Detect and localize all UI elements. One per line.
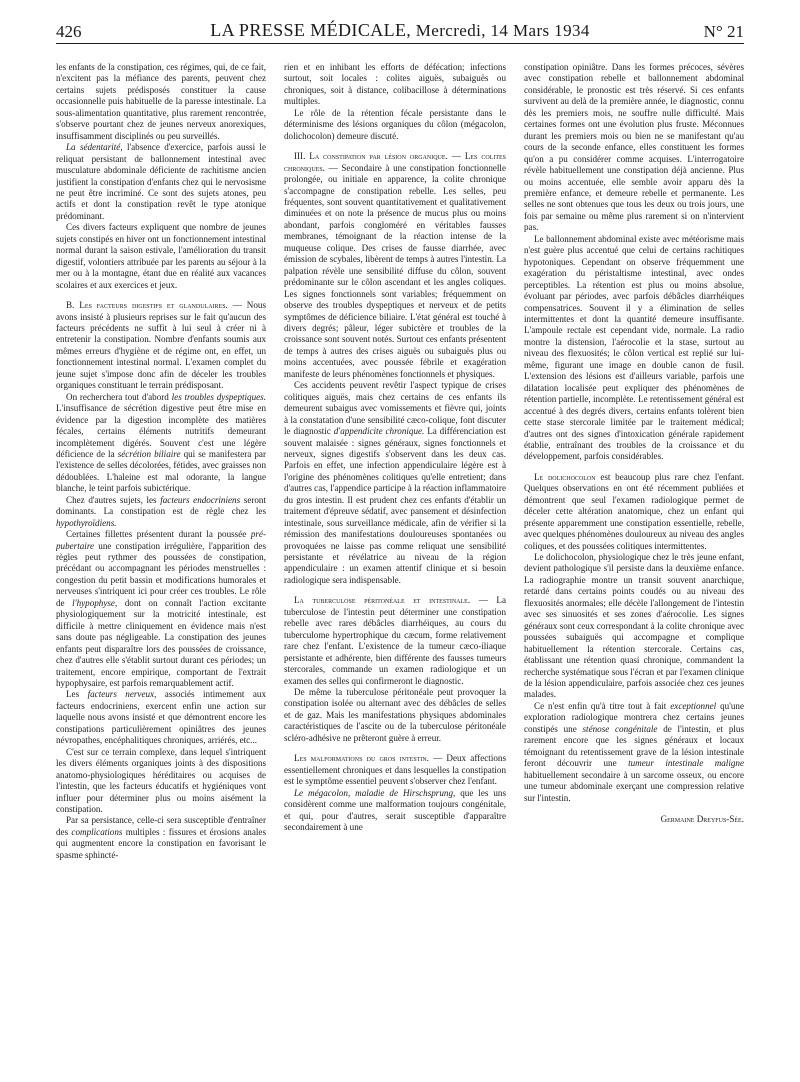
paragraph: Ce n'est enfin qu'à titre tout à fait exceptionnel qu'une exploration radiologique montrera chez certains jeunes constipés une sténose congénitale de l'intestin, et plus rarement encore que les signes généraux et locaux témoignant du retentissement grave de la lésion intestinale feront découvrir une tumeur intestinale maligne habituellement secondaire à un sarcome osseux, ou encore une tumeur abdominale exerçant une compression relative sur l'intestin. [524,700,744,803]
text-column-1 [56,62,266,1062]
publication-name: LA PRESSE MÉDICALE [210,20,407,40]
section-heading: Les malformations du gros intestin. — [294,753,443,764]
paragraph: Certaines fillettes présentent durant la poussée pré-pubertaire une constipation irrégulière, l'apparition des règles peut rythmer des poussées de constipation, précédant ou accompagnant les périodes menstruelles : congestion du petit bassin et modifications humorales et nerveuses s'intriquent ici pour créer ces troubles. Le rôle de l'hypophyse, dont on connaît l'action excitante physiologiquement sur la motricité intestinale, est difficile à mettre cliniquement en évidence mais n'est sans doute pas négligeable. La constipation des jeunes enfants peut disparaître lors des poussées de croissance, chez d'autres elle s'établit surtout durant ces périodes; un traitement, encore empirique, comportant de l'extrait hypophysaire, est parfois remarquablement actif. [56,529,266,689]
issue-date: Mercredi, 14 Mars 1934 [415,21,590,40]
paragraph: rien et en inhibant les efforts de défécation; infections surtout, soit locales : colites aiguës, subaiguës ou chroniques, soit à distance, colibacillose à déterminations multiples. [284,62,506,107]
paragraph: Le rôle de la rétention fécale persistante dans le déterminisme des lésions organiques du côlon (mégacolon, dolichocolon) demeure discuté. [284,107,506,141]
section-heading: III. La constipation par lésion organique. — Les colites chroniques. — [284,151,506,173]
text-column-3 [524,62,744,1062]
paragraph: C'est sur ce terrain complexe, dans lequel s'intriquent les divers éléments organiques joints à des dispositions anatomo-physiologiques héréditaires ou acquises de l'intestin, que les facteurs éducatifs et hygiéniques vont influer pour déterminer plus ou moins aisément la constipation. [56,746,266,814]
paragraph: Les facteurs nerveux, associés intimement aux facteurs endocriniens, exercent enfin une action sur laquelle nous avons insisté et que démontrent encore les constipations particulièrement opiniâtres des jeunes névropathes, encéphalitiques chroniques, arriérés, etc... [56,689,266,746]
section-paragraph: B. Les facteurs digestifs et glandulaires. — Nous avons insisté à plusieurs reprises sur le fait qu'aucun des facteurs précédents ne suffit à lui seul à créer ni à entretenir la constipation. Nombre d'enfants soumis aux mêmes erreurs d'hygiène et de régime ont, en effet, un fonctionnement intestinal normal. L'examen complet du jeune sujet s'impose donc afin de déceler les troubles organiques constituant le terrain prédisposant. [56,300,266,391]
issue-number: N° 21 [703,22,744,41]
paragraph: La sédentarité, l'absence d'exercice, parfois aussi le reliquat persistant de ballonnement intestinal avec musculature abdominale déficiente de rachitisme ancien justifient la constipation d'enfants chez qui le nervosisme ne peut être incriminé. Ce sont des sujets atones, peu actifs et dont la constipation revêt le type atonique prédominant. [56,142,266,221]
page-number: 426 [56,22,82,41]
running-title: LA PRESSE MÉDICALE, Mercredi, 14 Mars 1934 [210,20,590,40]
author-signature: Germaine Dreyfus-Sée. [660,814,744,824]
paragraph: Ces divers facteurs expliquent que nombre de jeunes sujets constipés en hiver ont un fonctionnement intestinal normal durant la saison estivale, l'amélioration du transit digestif, volontiers attribuée par les parents au séjour à la mer ou à la montagne, étant due en réalité aux vacances scolaires et aux exercices et jeux. [56,222,266,290]
paragraph: constipation opiniâtre. Dans les formes précoces, sévères avec constipation rebelle et ballonnement abdominal considérable, le pronostic est très réservé. Si ces enfants survivent au delà de la première année, le diagnostic, connu dès les premiers mois, ne souffre nulle difficulté. Mais certaines formes ont une évolution plus fruste. Méconnues durant les premiers mois ou bien ne se manifestant qu'au cours de la seconde enfance, elles constituent les formes qu'on a pu considérer comme acquises. L'interrogatoire révèle habituellement une constipation déjà ancienne. Plus ou moins accentuée, elle semble avoir apparu dès la première enfance, et demeure rebelle et permanente. Les selles ne sont obtenues que tous les deux ou trois jours, une fois par semaine ou même plus rarement si on n'intervient pas. [524,62,744,233]
paragraph: Ces accidents peuvent revêtir l'aspect typique de crises colitiques aiguës, mais chez certains de ces enfants ils demeurent subaigus avec vomissements et fièvre qui, joints à la constatation d'une sensibilité cæco-colique, font discuter le diagnostic d'appendicite chronique. La différenciation est souvent malaisée : signes généraux, signes fonctionnels et nerveux, signes digestifs s'observent dans les deux cas. Parfois en effet, une infection appendiculaire légère est à l'origine des phénomènes colitiques qu'elle entretient; dans d'autres cas, l'appendice participe à la réaction inflammatoire du gros intestin. Il est prudent chez ces enfants d'établir un traitement d'épreuve sédatif, avec pansement et désinfection intestinale, sous surveillance médicale, afin de vérifier si la rémission des manifestations douloureuses spontanées ou provoquées ne laisse pas comme reliquat une sensibilité persistante et révélatrice au niveau de la région appendiculaire : un examen attentif clinique et si besoin radiologique sera indispensable. [284,380,506,585]
paragraph: De même la tuberculose péritonéale peut provoquer la constipation isolée ou alternant avec des débâcles de selles et de gaz. Mais les manifestations physiques abdominales caractéristiques de l'ascite ou de la tuberculose péritonéale scléro-adhésive ne prêteront guère à erreur. [284,687,506,743]
paragraph: On recherchera tout d'abord les troubles dyspeptiques. L'insuffisance de sécrétion digestive peut être mise en évidence par la digestion incomplète des matières fécales, certains éléments nutritifs demeurant incomplètement digérés. Souvent c'est une légère déficience de la sécrétion biliaire qui se manifestera par l'existence de selles décolorées, fétides, avec graisses non dédoublées. L'haleine est mal odorante, la langue blanche, le teint parfois subictérique. [56,391,266,494]
text-column-2 [284,62,506,1062]
paragraph: Le mégacolon, maladie de Hirschsprung, que les uns considèrent comme une malformation toujours congénitale, et qui, pour d'autres, serait susceptible d'apparaître secondairement à une [284,787,506,832]
section-paragraph: La tuberculose péritonéale et intestinale. — La tuberculose de l'intestin peut déterminer une constipation rebelle avec rares débâcles diarrhéiques, au cours du tuberculome hypertrophique du cæcum, forme relativement rare chez l'enfant. L'existence de la tumeur cæco-iliaque persistante et adhérente, bien différente des fausses tumeurs stercorales, commande un examen radiologique et un examen des selles qui confirmeront le diagnostic. [284,595,506,686]
section-heading: La tuberculose péritonéale et intestinale. — [294,595,488,606]
paragraph: Par sa persistance, celle-ci sera susceptible d'entraîner des complications multiples : fissures et érosions anales qui augmentent encore la constipation en favorisant le spasme sphincté- [56,815,266,860]
section-paragraph: Le dolichocolon est beaucoup plus rare chez l'enfant. Quelques observations en ont été récemment publiées et démontrent que seul l'examen radiologique permet de déceler cette altération anatomique, chez un enfant qui présente apparemment une constipation essentielle, rebelle, avec quelques phénomènes douloureux au niveau des angles coliques, et des poussées colitiques intermittentes. [524,471,744,551]
paragraph: Le ballonnement abdominal existe avec météorisme mais n'est guère plus accentué que celui de certains rachitiques hypotoniques. Cependant on observe fréquemment une exagération du péristaltisme intestinal, avec ondes perceptibles. La rétention est plus ou moins absolue, évoluant par périodes, avec parfois débâcles diarrhéiques compensatrices. Souvent il y a élimination de selles intermittentes et dont la quantité demeure insuffisante. L'ampoule rectale est cependant vide, normale. La radio montre la distension, l'aérocolie et la stase, surtout au niveau des flexuosités; le côlon vertical est replié sur lui-même, figurant une image en double canon de fusil. L'extension des lésions est d'ailleurs variable, parfois une dilatation localisée peut expliquer des phénomènes de rétention partielle, incomplète. Le retentissement général est accentué à des degrés divers, certains enfants tolèrent bien cette stase stercorale limitée par le traitement médical; d'autres ont des signes d'intoxication générale rapidement établie, entraînant des troubles de la croissance et du développement, parfois considérables. [524,233,744,462]
section-paragraph: Les malformations du gros intestin. — Deux affections essentiellement chroniques et dans lesquelles la constipation est le symptôme essentiel peuvent s'observer chez l'enfant. [284,753,506,787]
section-paragraph: III. La constipation par lésion organique. — Les colites chroniques. — Secondaire à une constipation fonctionnelle prolongée, ou initiale en apparence, la colite chronique s'accompagne de constipation rebelle. Les selles, peu fréquentes, sont souvent quantitativement et qualitativement diminuées et on note la présence de mucus plus ou moins abondant, parfois congloméré en véritables fausses membranes, témoignant de la réaction intense de la muqueuse colique. Des crises de fausse diarrhée, avec émission de scybales, libèrent de temps à autres l'intestin. La palpation révèle une sensibilité diffuse du côlon, souvent prédominante sur le côlon ascendant et les angles coliques. Les signes fonctionnels sont variables; fréquemment on observe des troubles dyspeptiques et nerveux et de petits symptômes de déficience biliaire. L'état général est touché à divers degrés; pâleur, léger subictère et troubles de la croissance sont souvent notés. Surtout ces enfants présentent de temps à autres des crises aiguës ou subaiguës plus ou moins accentuées, avec poussée fébrile et exagération manifeste de leurs phénomènes fonctionnels et physiques. [284,151,506,379]
page-header [56,14,744,44]
paragraph: Chez d'autres sujets, les facteurs endocriniens seront dominants. La constipation est de règle chez les hypothyroïdiens. [56,494,266,528]
section-heading: Le dolichocolon [534,471,596,482]
paragraph: les enfants de la constipation, ces régimes, qui, de ce fait, n'excitent pas la méfiance des parents, peuvent chez certains sujets prédisposés constituer la cause occasionnelle puis habituelle de la paresse intestinale. La sous-alimentation quantitative, plus rarement rencontrée, s'observe pourtant chez de jeunes nerveux anorexiques, insuffisamment disciplinés ou peu surveillés. [56,62,266,141]
paragraph: Le dolichocolon, physiologique chez le très jeune enfant, devient pathologique s'il persiste dans la deuxième enfance. La radiographie montre un transit souvent anarchique, retardé dans certains points coudés ou au niveau des flexuosités anormales; elle décèle l'allongement de l'intestin avec ses sinuosités et ses zones d'aérocolie. Les signes généraux sont ceux correspondant à la colite chronique avec poussées subaiguës qui accompagne et complique habituellement la rétention stercorale. Certains cas, établissant une rétention quasi chronique, commandent la recherche systématique sous l'écran et par l'examen clinique de la lésion appendiculaire, parfois associée chez ces jeunes malades. [524,552,744,700]
section-heading: B. Les facteurs digestifs et glandulaires. — [66,300,242,311]
